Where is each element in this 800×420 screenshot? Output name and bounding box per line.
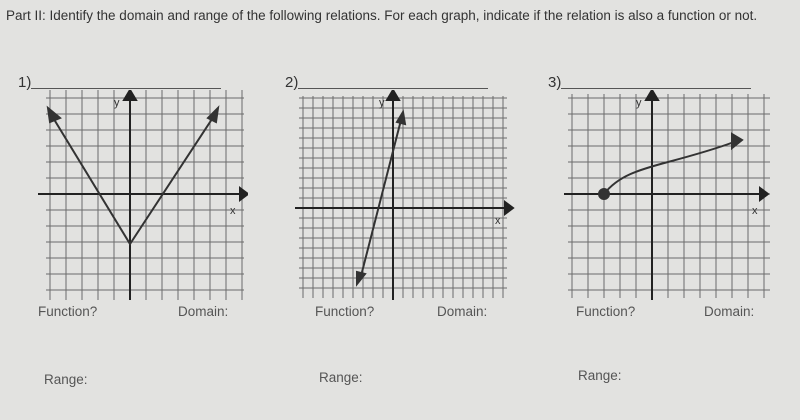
problem-number: 2): [285, 74, 299, 91]
domain-label: Domain:: [704, 304, 755, 319]
domain-label: Domain:: [178, 304, 229, 319]
function-label: Function?: [576, 304, 636, 319]
graph-2-line: [285, 90, 515, 305]
function-label: Function?: [315, 304, 375, 319]
graph-1-absolute-value: [18, 90, 248, 305]
y-axis-label: y: [636, 97, 642, 109]
range-label: Range:: [578, 368, 622, 383]
graph-3-sqrt-curve: [548, 90, 778, 305]
y-axis-label: y: [379, 97, 385, 109]
y-axis-label: y: [114, 97, 120, 109]
instructions-text: Part II: Identify the domain and range of the following relations. For each graph, indicate if the relation is also a function or not.: [6, 8, 758, 23]
problem-2: [285, 72, 547, 417]
problem-number: 3): [548, 74, 562, 91]
x-axis-label: x: [230, 205, 236, 217]
range-label: Range:: [319, 370, 363, 385]
x-axis-label: x: [495, 215, 501, 227]
problem-number: 1): [18, 74, 32, 91]
problem-1: [18, 72, 280, 417]
x-axis-label: x: [752, 205, 758, 217]
function-label: Function?: [38, 304, 98, 319]
domain-label: Domain:: [437, 304, 488, 319]
problem-3: [548, 72, 800, 417]
range-label: Range:: [44, 372, 88, 387]
